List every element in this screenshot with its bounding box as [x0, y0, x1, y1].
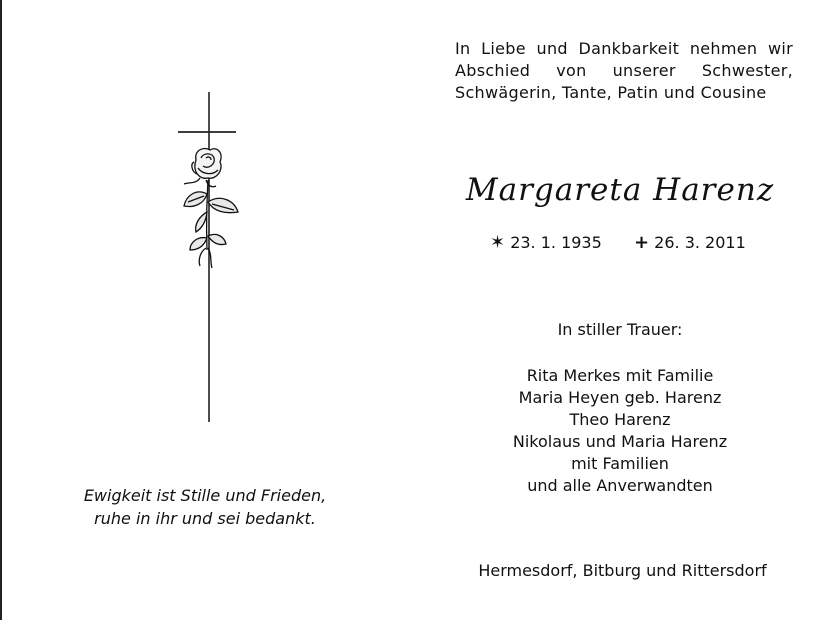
quote-line-1: Ewigkeit ist Stille und Frieden, — [83, 486, 327, 505]
card-border — [0, 0, 2, 620]
mourner-line: Nikolaus und Maria Harenz — [512, 432, 728, 451]
intro-line-3: Schwägerin, Tante, Patin und Cousine — [455, 83, 767, 102]
birth-star-icon: ✶ — [490, 232, 506, 253]
mourner-line: Theo Harenz — [569, 410, 671, 429]
death-date: 26. 3. 2011 — [654, 233, 746, 252]
birth-date: 23. 1. 1935 — [510, 233, 602, 252]
cross-with-rose-icon — [170, 90, 250, 430]
deceased-name: Margareta Harenz — [465, 172, 775, 208]
death-cross-icon: + — [633, 232, 650, 253]
intro-text — [455, 38, 793, 104]
quote-line-2: ruhe in ihr und sei bedankt. — [94, 509, 316, 528]
mourner-line: mit Familien — [571, 454, 669, 473]
memorial-quote — [40, 484, 370, 530]
mourner-line: Maria Heyen geb. Harenz — [518, 388, 722, 407]
mourners-list — [470, 365, 770, 497]
mourning-title: In stiller Trauer: — [557, 320, 683, 339]
places-line: Hermesdorf, Bitburg und Rittersdorf — [478, 561, 767, 580]
life-dates — [490, 232, 790, 253]
intro-line-2: Abschied von unserer Schwester, — [455, 61, 793, 80]
mourner-line: und alle Anverwandten — [527, 476, 713, 495]
mourner-line: Rita Merkes mit Familie — [526, 366, 714, 385]
intro-line-1: In Liebe und Dankbarkeit nehmen wir — [455, 39, 793, 58]
